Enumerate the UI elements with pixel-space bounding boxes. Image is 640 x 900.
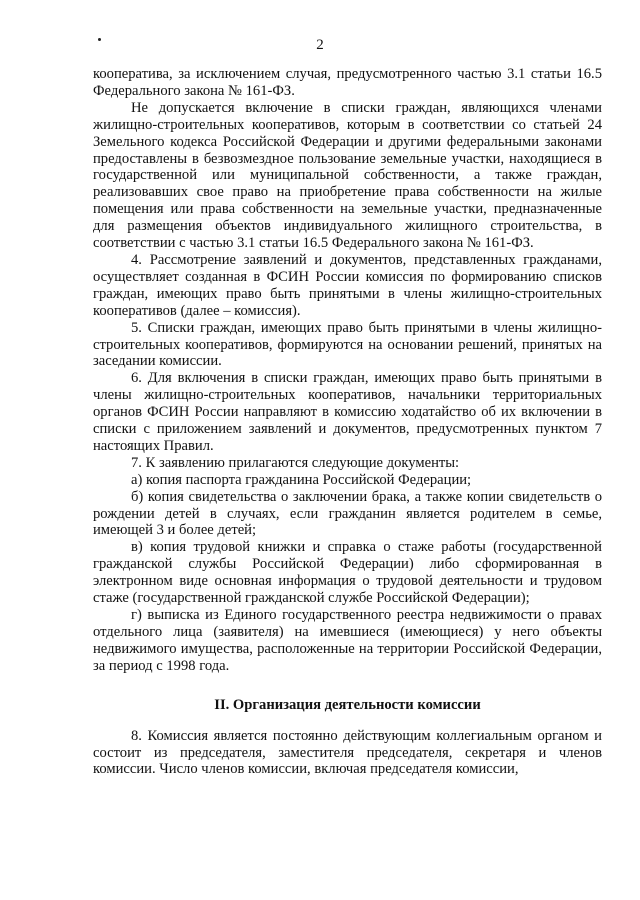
paragraph: 6. Для включения в списки граждан, имеющих право быть принятыми в члены жилищно-строительных кооперативов, начальники территориальных органов ФСИН России направляют в комиссию ходатайство об их включении в списки с приложением заявлений и документов, предусмотренных пунктом 7 настоящих Правил. [93, 370, 602, 454]
paragraph: б) копия свидетельства о заключении брака, а также копии свидетельств о рождении детей в случаях, если гражданин является родителем в семье, имеющей 3 и более детей; [93, 488, 602, 539]
paragraph: в) копия трудовой книжки и справка о стаже работы (государственной гражданской службы Российской Федерации) либо сформированная в электронном виде основная информация о трудовой деятельности и трудовом стаже (государственной гражданской службе Российской Федерации); [93, 539, 602, 607]
paragraph: 5. Списки граждан, имеющих право быть принятыми в члены жилищно-строительных кооперативов, формируются на основании решений, принятых на заседании комиссии. [93, 319, 602, 370]
paragraph: 4. Рассмотрение заявлений и документов, представленных гражданами, осуществляет созданная в ФСИН России комиссия по формированию списков граждан, имеющих право быть принятыми в члены жилищно-строительных кооперативов (далее – комиссия). [93, 251, 602, 319]
paragraph: кооператива, за исключением случая, предусмотренного частью 3.1 статьи 16.5 Федерального закона № 161-ФЗ. [93, 66, 602, 99]
document-body [93, 66, 602, 778]
paragraphs-before-section [93, 66, 602, 675]
section-title: II. Организация деятельности комиссии [214, 696, 481, 713]
paragraph: 7. К заявлению прилагаются следующие документы: [131, 454, 460, 471]
paragraphs-after-section [93, 728, 602, 779]
paragraph: 8. Комиссия является постоянно действующим коллегиальным органом и состоит из председателя, заместителя председателя, секретаря и членов комиссии. Число членов комиссии, включая председателя комиссии, [93, 727, 602, 778]
paragraph: Не допускается включение в списки граждан, являющихся членами жилищно-строительных кооперативов, которым в соответствии со статьей 24 Земельного кодекса Российской Федерации и другими федеральными законами предоставлены в безвозмездное пользование земельные участки, находящиеся в государственной или муниципальной собственности, а также граждан, реализовавших свое право на приобретение права собственности на жилые помещения или права собственности на земельные участки, предназначенные для размещения объектов индивидуального жилищного строительства, в соответствии с частью 3.1 статьи 16.5 Федерального закона № 161-ФЗ. [93, 99, 602, 252]
page-number: 2 [316, 37, 324, 53]
paragraph: г) выписка из Единого государственного реестра недвижимости о правах отдельного лица (заявителя) на имевшиеся (имеющиеся) у него объекты недвижимого имущества, расположенные на территории Российской Федерации, за период с 1998 года. [93, 607, 602, 674]
paragraph: а) копия паспорта гражданина Российской Федерации; [131, 471, 472, 488]
